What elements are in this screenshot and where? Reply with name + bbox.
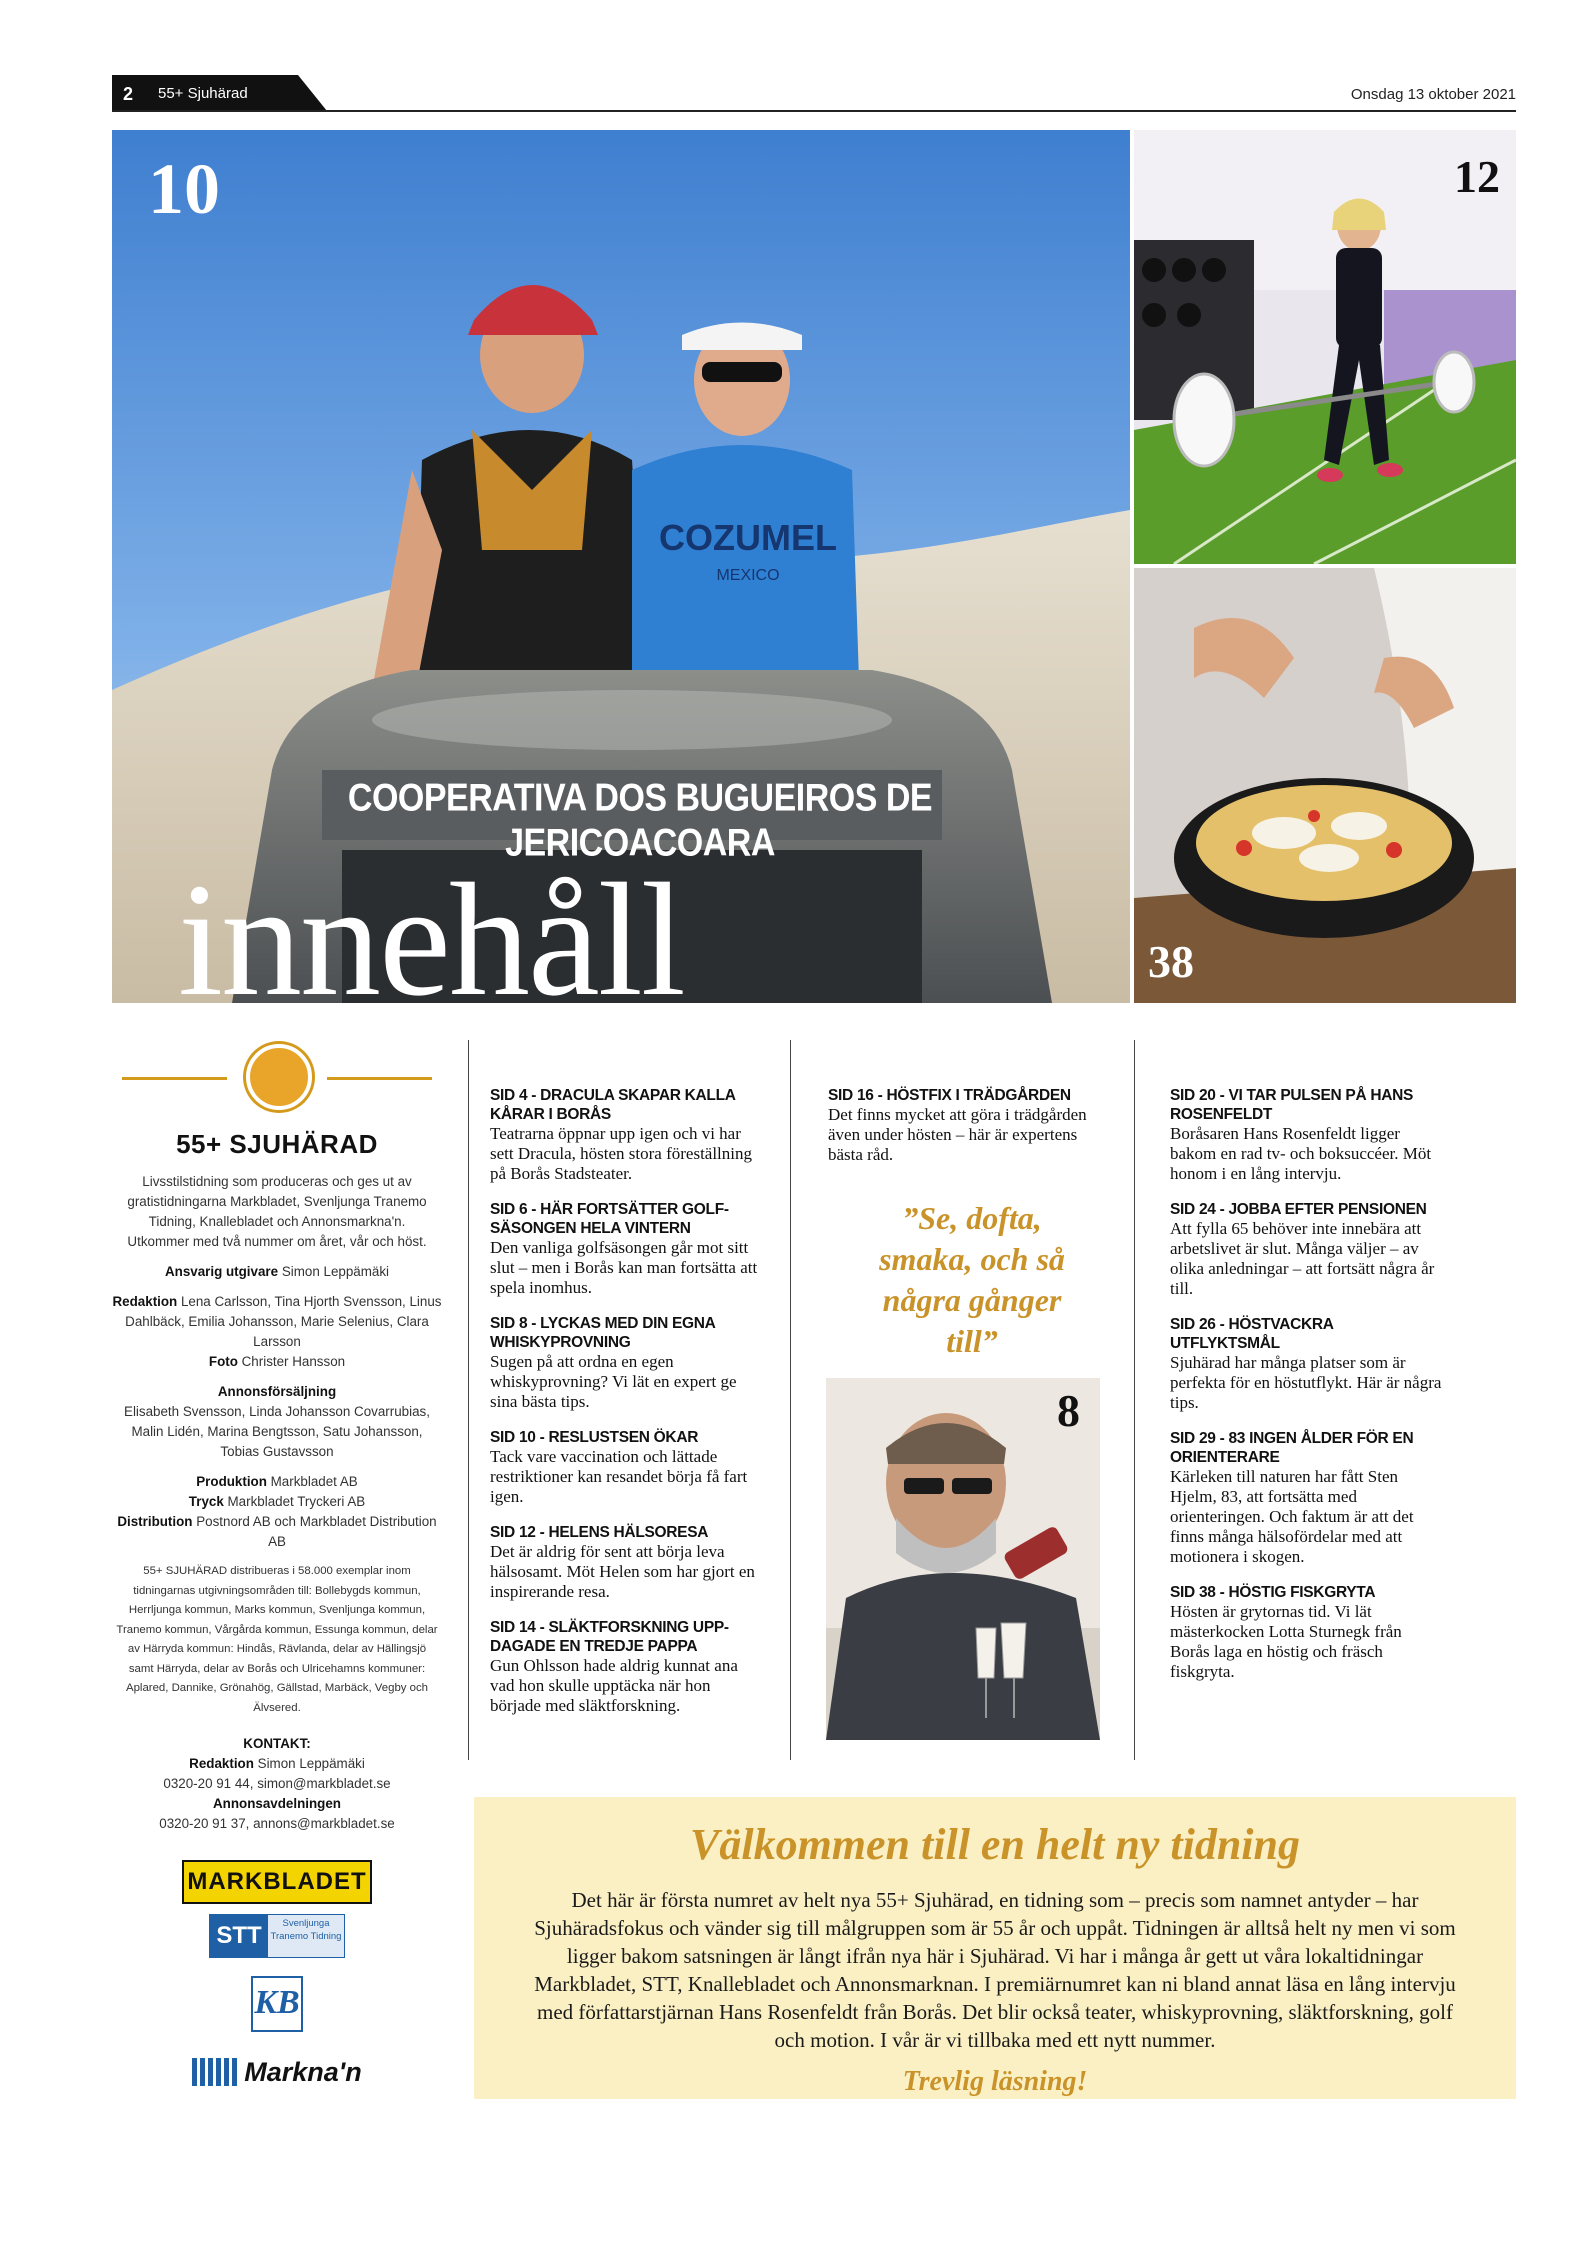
editorial-credit: Redaktion Lena Carlsson, Tina Hjorth Svensson, Linus Dahlbäck, Emilia Johansson, Marie Selenius, Clara Larsson Foto Christer Hansson: [112, 1294, 442, 1369]
column-rule: [468, 1040, 469, 1760]
toc-entry: SID 24 - JOBBA EFTER PENSIONEN Att fylla 65 behöver inte innebära att arbetslivet är slut. Många väljer – av olika anledningar – att fortsätt några år till.: [1170, 1201, 1435, 1298]
issue-date: Onsdag 13 oktober 2021: [1350, 86, 1516, 103]
page-number: 2: [123, 84, 134, 104]
toc-entry: SID 10 - RESLUSTSEN ÖKAR Tack vare vaccination och lättade restriktioner kan resandet börja få fart igen.: [490, 1429, 748, 1506]
ads-credit: Annonsförsäljning Elisabeth Svensson, Linda Johansson Covarrubias, Malin Lidén, Marina Bengtsson, Satu Johansson, Tobias Gustavsson: [124, 1384, 430, 1459]
sun-logo-icon: [112, 1040, 442, 1115]
gym-photo-page-number: 12: [1454, 151, 1500, 202]
toc-entry: SID 6 - HÄR FORTSÄTTER GOLF-SÄSONGEN HELA VINTERN Den vanliga golfsäsongen går mot sitt slut – men i Borås kan man fortsätta att spela inomhus.: [490, 1201, 758, 1297]
toc-column-1: [490, 1086, 762, 1732]
masthead-title: 55+ SJUHÄRAD: [176, 1129, 378, 1159]
toc-entry: SID 4 - DRACULA SKAPAR KALLA KÅRAR I BORÅS Teatrarna öppnar upp igen och vi har sett Dracula, hösten stora föreställning på Borås Stadsteater.: [490, 1087, 753, 1183]
whisky-photo: [826, 1378, 1100, 1740]
toc-entry: SID 16 - HÖSTFIX I TRÄDGÅRDEN Det finns mycket att göra i trädgården även under hösten – här är expertens bästa råd.: [828, 1087, 1087, 1164]
pull-quote: ”Se, dofta, smaka, och så några gånger till”: [879, 1200, 1065, 1359]
shirt-text: COZUMEL: [659, 517, 837, 558]
toc-entry: SID 26 - HÖSTVACKRA UTFLYKTSMÅL Sjuhärad har många platser som är perfekta för en höstutflykt. Här är några tips.: [1170, 1316, 1442, 1412]
welcome-body: Det här är första numret av helt nya 55+ Sjuhärad, en tidning som – precis som namnet antyder – har Sjuhäradsfokus och vänder sig till målgruppen som är 55 år och uppåt. Tidningen är alltså helt ny men vi som ligger bakom satsningen är långt ifrån nya här i Sjuhärad. Vi har i många år gett ut våra lokaltidningar Markbladet, STT, Knallebladet och Annonsmarknan. I premiärnumret kan ni bland annat läsa en lång intervju med författarstjärnan Hans Rosenfeldt från Borås. Det blir också teater, whiskyprovning, släktforskning, golf och motion. I vår är vi tillbaka med ett nytt nummer.: [534, 1888, 1456, 2052]
column-rule: [790, 1040, 791, 1760]
welcome-box: [474, 1797, 1516, 2099]
contact-block: KONTAKT: Redaktion Simon Leppämäki 0320-20 91 44, simon@markbladet.se Annonsavdelningen 0320-20 91 37, annons@markbladet.se: [159, 1736, 395, 1831]
column-rule: [1134, 1040, 1135, 1760]
jeep-sign-text: COOPERATIVA DOS BUGUEIROS DE JERICOACOARA: [347, 776, 933, 865]
knallebladet-logo: KB: [251, 1976, 303, 2032]
toc-entry: SID 14 - SLÄKTFORSKNING UPP-DAGADE EN TREDJE PAPPA Gun Ohlsson hade aldrig kunnat ana vad hon skulle upptäcka när hon började med släktforskning.: [490, 1619, 738, 1715]
distribution-note: 55+ SJUHÄRAD distribueras i 58.000 exemplar inom tidningarnas utgivningsområden till: Bollebygds kommun, Herrljunga kommun, Marks kommun, Svenljunga kommun, Tranemo kommun, Vårgårda kommun, Essunga kommun, delar av Härryda kommun: Hindås, Rävlanda, delar av Hällingsjö samt Härryda, delar av Borås och Ulricehamns kommuner: Aplared, Dannike, Grönahög, Gällstad, Marbäck, Vegby och Älvsered.: [116, 1565, 438, 1714]
stt-logo: STT Svenljunga Tranemo Tidning: [209, 1914, 345, 1958]
page-headline: innehåll: [178, 860, 684, 1003]
welcome-sign-off: Trevlig läsning!: [902, 2066, 1088, 2097]
food-photo-page-number: 38: [1148, 936, 1194, 987]
header-rule: [112, 110, 1516, 112]
whisky-photo-page-number: 8: [1057, 1385, 1080, 1436]
markbladet-logo: MARKBLADET: [182, 1860, 372, 1904]
toc-entry: SID 29 - 83 INGEN ÅLDER FÖR EN ORIENTERARE Kärleken till naturen har fått Sten Hjelm, 83, att fortsätta med orienteringen. Och faktum är att det finns många hälsofördelar med att motionera i skogen.: [1170, 1430, 1414, 1566]
main-photo-page-number: 10: [148, 149, 220, 229]
section-name: 55+ Sjuhärad: [158, 85, 248, 102]
masthead-intro: Livsstilstidning som produceras och ges ut av gratistidningarna Markbladet, Svenljunga Tranemo Tidning, Knallebladet och Annonsmarkna'n. Utkommer med två nummer om året, vår och höst.: [127, 1174, 427, 1249]
masthead: [112, 1040, 442, 2090]
toc-entry: SID 8 - LYCKAS MED DIN EGNA WHISKYPROVNING Sugen på att ordna en egen whiskyprovning? Vi lät en expert ge sina bästa tips.: [490, 1315, 737, 1411]
toc-entry: SID 12 - HELENS HÄLSORESA Det är aldrig för sent att börja leva hälsosamt. Möt Helen som har gjort en inspirerande resa.: [490, 1524, 755, 1601]
toc-column-2: [828, 1086, 1098, 1181]
annonsmarknan-logo: Markna'n: [192, 2054, 362, 2090]
toc-entry: SID 38 - HÖSTIG FISKGRYTA Hösten är grytornas tid. Vi lät mästerkocken Lotta Sturnegk från Borås laga en höstig och fräsch fiskgryta.: [1170, 1584, 1402, 1681]
toc-entry: SID 20 - VI TAR PULSEN PÅ HANS ROSENFELDT Boråsaren Hans Rosenfeldt ligger bakom en rad tv- och boksuccéer. Möt honom i en lång intervju.: [1170, 1087, 1432, 1183]
production-credit: Produktion Markbladet AB Tryck Markbladet Tryckeri AB Distribution Postnord AB och Markbladet Distribution AB: [117, 1474, 437, 1549]
welcome-title: Välkommen till en helt ny tidning: [690, 1820, 1300, 1869]
toc-column-3: [1170, 1086, 1442, 1698]
shirt-subtext: MEXICO: [716, 567, 780, 584]
publisher-credit: Ansvarig utgivare Simon Leppämäki: [164, 1264, 390, 1279]
